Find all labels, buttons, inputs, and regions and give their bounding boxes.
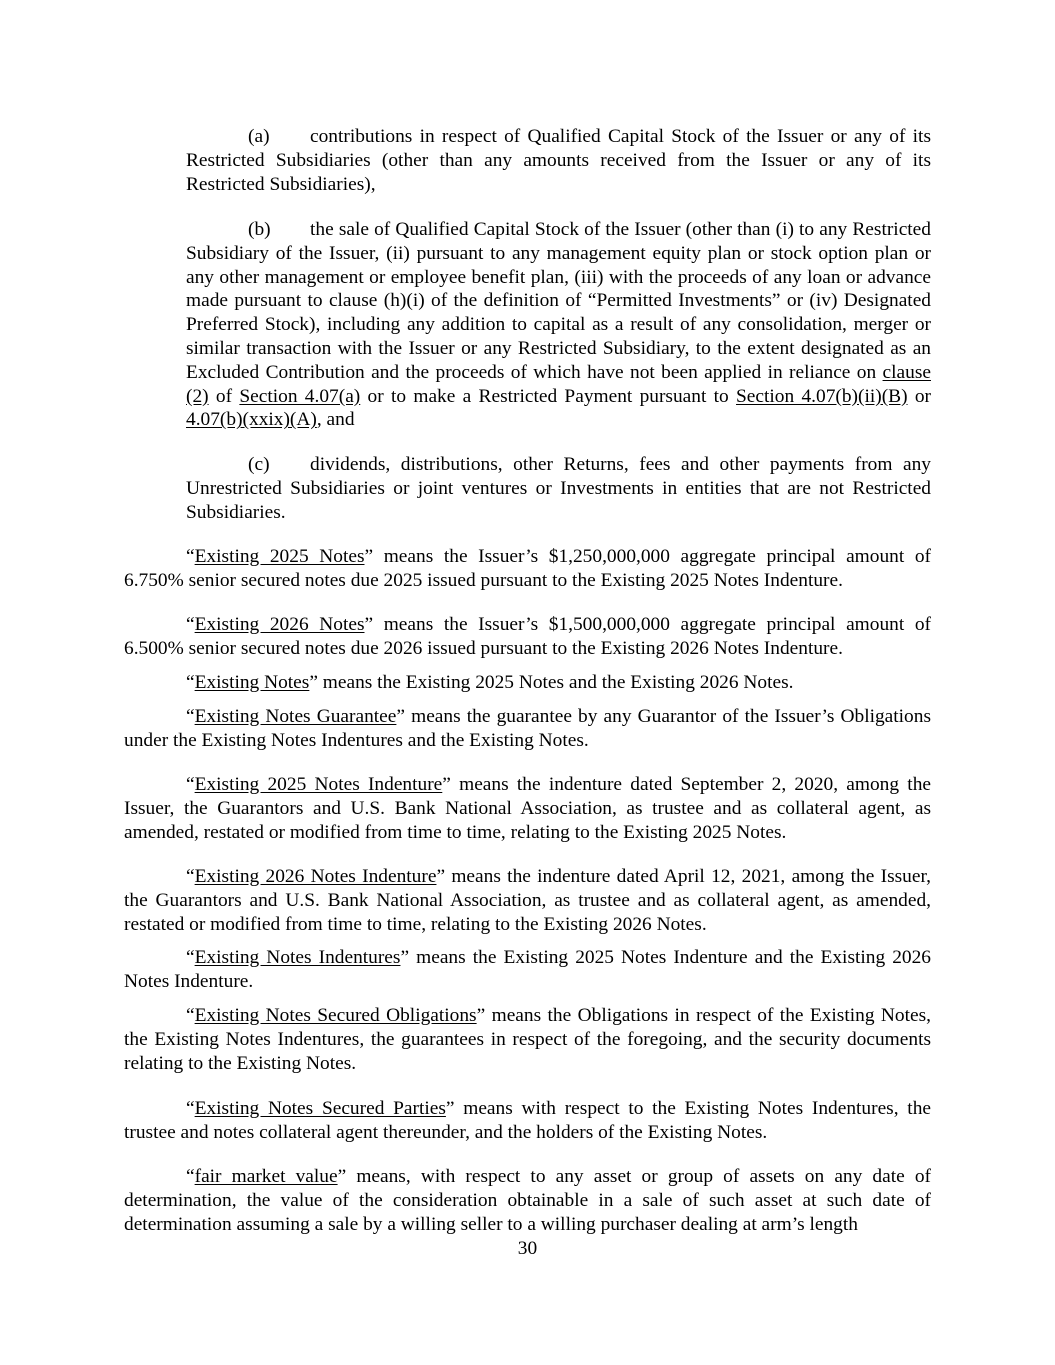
clause-c-text: dividends, distributions, other Returns, fees and other payments from any Unrestricted Subsidiaries or joint ventures or Investments in entities that are not Restricted Subsidiaries. <box>186 454 931 523</box>
open-quote: “ <box>186 1166 195 1187</box>
page-number: 30 <box>517 1238 538 1259</box>
definition-body: ” means the indenture dated April 12, 2021, among the Issuer, the Guarantors and U.S. Bank National Association, as trustee and as collateral agent, as amended, restated or modified from time to time, relating to the Existing 2026 Notes. <box>124 866 931 935</box>
defined-term: Existing Notes Guarantee <box>194 706 397 727</box>
section-4-07-b-ii-b-link[interactable]: Section 4.07(b)(ii)(B) <box>736 385 908 407</box>
open-quote: “ <box>186 672 195 693</box>
definition-existing-notes-secured-parties <box>124 1097 931 1145</box>
clause-b <box>186 218 931 432</box>
definition-body: ” means the indenture dated September 2, 2020, among the Issuer, the Guarantors and U.S. Bank National Association, as trustee and as collateral agent, as amended, restated or modified from time to time, relating to the Existing 2025 Notes. <box>124 774 931 843</box>
definition-existing-2026-notes-indenture <box>124 865 931 936</box>
definition-fair-market-value <box>124 1165 931 1236</box>
definition-body: ” means the Existing 2025 Notes and the Existing 2026 Notes. <box>309 672 794 693</box>
defined-term: Existing Notes Secured Parties <box>194 1098 446 1119</box>
clause-2-link[interactable]: clause (2) <box>186 361 931 407</box>
definition-body: ” means the Issuer’s $1,500,000,000 aggregate principal amount of 6.500% senior secured notes due 2026 issued pursuant to the Existing 2026 Notes Indenture. <box>124 614 931 659</box>
definition-existing-notes-indentures <box>124 946 931 994</box>
clause-a-text: contributions in respect of Qualified Capital Stock of the Issuer or any of its Restricted Subsidiaries (other than any amounts received from the Issuer or any of its Restricted Subsidiaries), <box>186 126 931 195</box>
defined-term: Existing 2026 Notes Indenture <box>194 866 437 887</box>
definition-body: ” means with respect to the Existing Notes Indentures, the trustee and notes collateral agent thereunder, and the holders of the Existing Notes. <box>124 1098 931 1143</box>
clause-b-text: , and <box>316 409 355 431</box>
defined-term: Existing 2025 Notes Indenture <box>194 774 443 795</box>
definition-existing-2026-notes <box>124 613 931 661</box>
open-quote: “ <box>186 706 195 727</box>
definition-body: ” means the Obligations in respect of the Existing Notes, the Existing Notes Indentures, the guarantees in respect of the foregoing, and the security documents relating to the Existing Notes. <box>124 1005 931 1074</box>
definition-existing-2025-notes-indenture <box>124 773 931 844</box>
definition-body: ” means, with respect to any asset or group of assets on any date of determination, the value of the consideration obtainable in a sale of such asset at such date of determination assuming a sale by a willing seller to a willing purchaser dealing at arm’s length <box>124 1166 931 1235</box>
open-quote: “ <box>186 947 195 968</box>
clause-b-label: (b) <box>248 219 271 240</box>
definition-body: ” means the guarantee by any Guarantor of the Issuer’s Obligations under the Existing Notes Indentures and the Existing Notes. <box>124 706 931 751</box>
definition-body: ” means the Issuer’s $1,250,000,000 aggregate principal amount of 6.750% senior secured notes due 2025 issued pursuant to the Existing 2025 Notes Indenture. <box>124 546 931 591</box>
clause-c-label: (c) <box>248 454 270 475</box>
clause-b-text: or to make a Restricted Payment pursuant to <box>360 385 737 407</box>
clause-b-text: of <box>208 385 240 407</box>
clause-c <box>186 453 931 524</box>
defined-term: fair market value <box>194 1166 338 1187</box>
defined-term: Existing Notes Indentures <box>194 947 401 968</box>
open-quote: “ <box>186 546 195 567</box>
definition-existing-notes-secured-obligations <box>124 1004 931 1075</box>
section-4-07-b-xxix-a-link[interactable]: 4.07(b)(xxix)(A) <box>186 409 317 431</box>
defined-term: Existing Notes Secured Obligations <box>194 1005 477 1026</box>
defined-term: Existing 2025 Notes <box>194 546 365 567</box>
open-quote: “ <box>186 774 195 795</box>
defined-term: Existing Notes <box>194 672 310 693</box>
definition-existing-2025-notes <box>124 545 931 593</box>
open-quote: “ <box>186 614 195 635</box>
clause-b-text: the sale of Qualified Capital Stock of the Issuer (other than (i) to any Restricted Subsidiary of the Issuer, (ii) pursuant to any management equity plan or stock option plan or any other management or employee benefit plan, (iii) with the proceeds of any loan or advance made pursuant to clause (h)(i) of the definition of “Permitted Investments” or (iv) Designated Preferred Stock), including any addition to capital as a result of any consolidation, merger or similar transaction with the Issuer or any Restricted Subsidiary, to the extent designated as an Excluded Contribution and the proceeds of which have not been applied in reliance on <box>186 219 931 383</box>
section-4-07-a-link[interactable]: Section 4.07(a) <box>239 385 361 407</box>
clause-a <box>186 125 931 196</box>
open-quote: “ <box>186 1098 195 1119</box>
definition-existing-notes-guarantee <box>124 705 931 753</box>
clause-a-label: (a) <box>248 126 270 147</box>
defined-term: Existing 2026 Notes <box>194 614 365 635</box>
open-quote: “ <box>186 1005 195 1026</box>
open-quote: “ <box>186 866 195 887</box>
clause-b-text: or <box>907 385 931 407</box>
definition-body: ” means the Existing 2025 Notes Indenture and the Existing 2026 Notes Indenture. <box>124 947 931 992</box>
definition-existing-notes <box>124 671 931 695</box>
